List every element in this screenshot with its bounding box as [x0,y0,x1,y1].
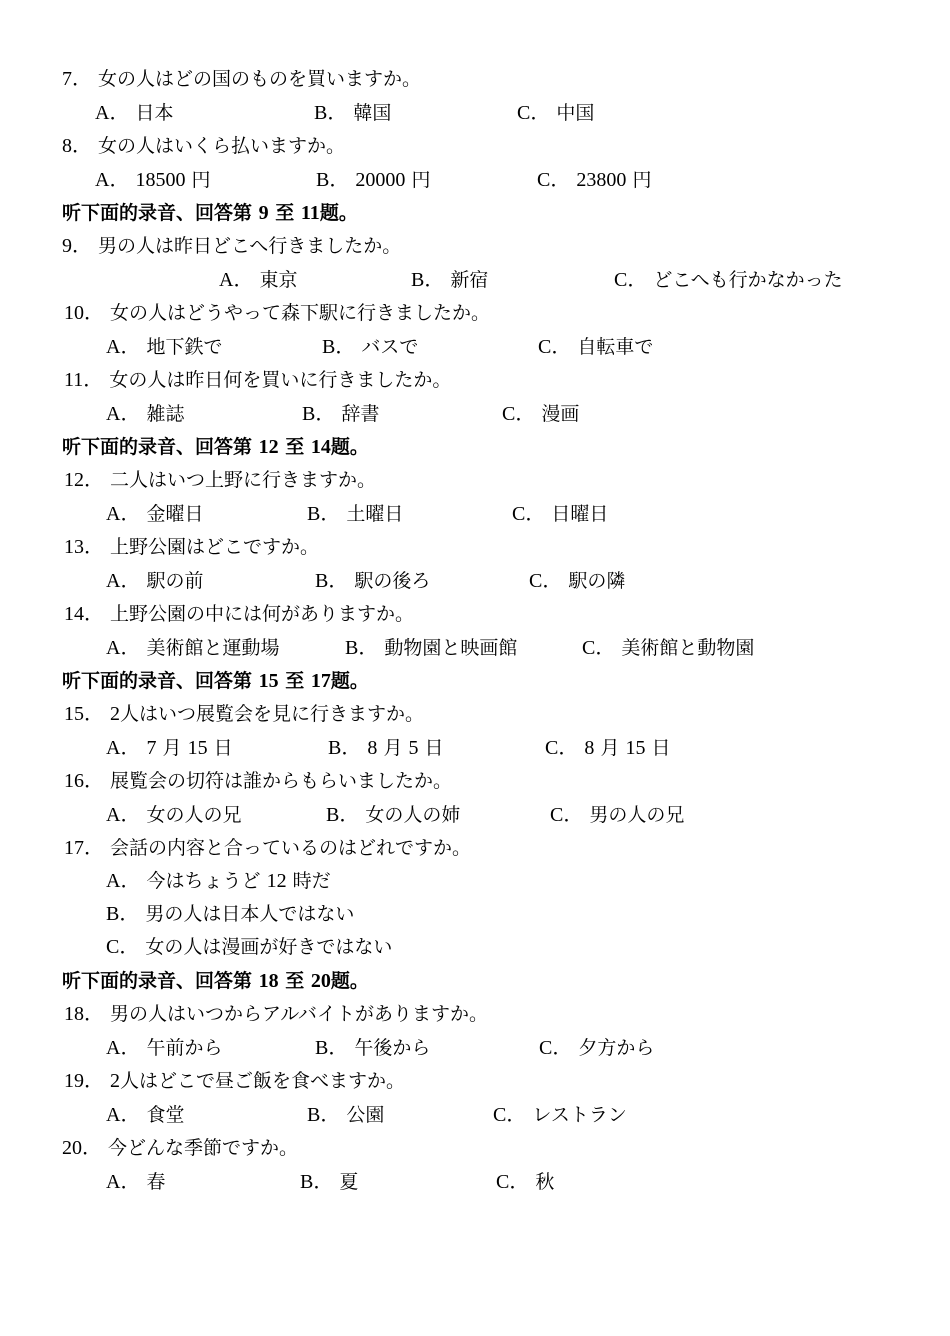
question-11 [64,365,451,395]
question-number: 7． [62,68,92,90]
option-a: A． 女の人の兄 [106,804,242,826]
question-number: 13． [64,536,104,558]
question-text: 女の人はどの国のものを買いますか。 [98,68,422,90]
option-c: C． 23800 円 [537,169,652,191]
option-a: A． 雑誌 [106,403,185,425]
option-b: B． 夏 [300,1171,359,1193]
option-c: C． 女の人は漫画が好きではない [106,936,393,958]
option-b: B． バスで [322,336,419,358]
option-b: B． 20000 円 [316,169,431,191]
question-text: 上野公園はどこですか。 [110,536,320,558]
question-7-options [0,98,950,128]
question-12 [64,465,376,495]
question-number: 12． [64,469,104,491]
option-a: A． 美術館と運動場 [106,637,280,659]
question-number: 9． [62,235,92,257]
option-a: A． 春 [106,1171,166,1193]
option-a: A． 日本 [95,102,174,124]
question-14-options [0,633,950,663]
option-c: C． 駅の隣 [529,570,626,592]
question-8 [62,131,345,161]
question-number: 10． [64,302,104,324]
option-a: A． 東京 [219,269,298,291]
option-b: B． 公園 [307,1104,385,1126]
option-a: A． 午前から [106,1037,223,1059]
section-heading: 听下面的录音、回答第 18 至 20题。 [62,970,369,992]
question-8-options [0,165,950,195]
question-14 [64,599,414,629]
option-c: C． 中国 [517,102,595,124]
section-heading: 听下面的录音、回答第 9 至 11题。 [62,202,358,224]
question-10 [64,298,490,328]
option-b: B． 女の人の姉 [326,804,461,826]
question-10-options [0,332,950,362]
option-a: A． 18500 円 [95,169,211,191]
question-number: 16． [64,770,104,792]
option-c: C． どこへも行かなかった [614,269,843,291]
option-c: C． 夕方から [539,1037,655,1059]
option-c: C． レストラン [493,1104,627,1126]
question-number: 19． [64,1070,104,1092]
question-9-options [0,265,950,295]
question-lead-number: 2 [110,1070,121,1092]
option-a: A． 金曜日 [106,503,204,525]
option-b: B． 新宿 [411,269,489,291]
option-c: C． 漫画 [502,403,580,425]
option-c: C． 秋 [496,1171,555,1193]
question-18-options [0,1033,950,1063]
question-16 [64,766,452,796]
question-number: 15． [64,703,104,725]
question-20 [62,1133,298,1163]
question-lead-number: 2 [110,703,121,725]
section-heading: 听下面的录音、回答第 15 至 17题。 [62,670,369,692]
question-16-options [0,800,950,830]
question-12-options [0,499,950,529]
question-text: 上野公園の中には何がありますか。 [110,603,415,625]
question-number: 17． [64,837,104,859]
option-b: B． 男の人は日本人ではない [106,903,355,925]
option-b: B． 午後から [315,1037,431,1059]
question-text: 人はどこで昼ご飯を食べますか。 [120,1070,406,1092]
option-c: C． 自転車で [538,336,654,358]
option-b: B． 動物園と映画館 [345,637,518,659]
question-text: 二人はいつ上野に行きますか。 [110,469,377,491]
question-19-options [0,1100,950,1130]
option-c: C． 日曜日 [512,503,609,525]
option-b: B． 土曜日 [307,503,404,525]
question-18 [64,999,488,1029]
option-a: A． 食堂 [106,1104,185,1126]
question-15 [64,699,424,729]
question-text: 人はいつ展覧会を見に行きますか。 [120,703,425,725]
question-number: 18． [64,1003,104,1025]
question-20-options [0,1167,950,1197]
question-text: 女の人はどうやって森下駅に行きましたか。 [110,302,491,324]
question-number: 11． [64,369,104,391]
question-text: 女の人はいくら払いますか。 [98,135,346,157]
section-heading: 听下面的录音、回答第 12 至 14题。 [62,436,369,458]
question-text: 会話の内容と合っているのはどれですか。 [110,837,472,859]
question-text: 女の人は昨日何を買いに行きましたか。 [109,369,452,391]
question-13 [64,532,319,562]
option-c: C． 美術館と動物園 [582,637,755,659]
question-11-options [0,399,950,429]
question-number: 8． [62,135,92,157]
option-b: B． 辞書 [302,403,380,425]
option-a: A． 地下鉄で [106,336,223,358]
question-9 [62,231,401,261]
question-text: 男の人は昨日どこへ行きましたか。 [98,235,402,257]
option-b: B． 駅の後ろ [315,570,431,592]
question-7 [62,64,421,94]
question-13-options [0,566,950,596]
question-number: 14． [64,603,104,625]
option-b: B． 8 月 5 日 [328,737,444,759]
option-a: A． 今はちょうど 12 時だ [106,870,331,892]
question-number: 20． [62,1137,102,1159]
question-15-options [0,733,950,763]
question-17 [64,833,471,863]
option-c: C． 8 月 15 日 [545,737,671,759]
option-c: C． 男の人の兄 [550,804,685,826]
question-text: 今どんな季節ですか。 [108,1137,299,1159]
question-text: 男の人はいつからアルバイトがありますか。 [110,1003,488,1025]
question-19 [64,1066,405,1096]
question-text: 展覧会の切符は誰からもらいましたか。 [110,770,453,792]
option-a: A． 駅の前 [106,570,204,592]
option-a: A． 7 月 15 日 [106,737,233,759]
option-b: B． 韓国 [314,102,392,124]
